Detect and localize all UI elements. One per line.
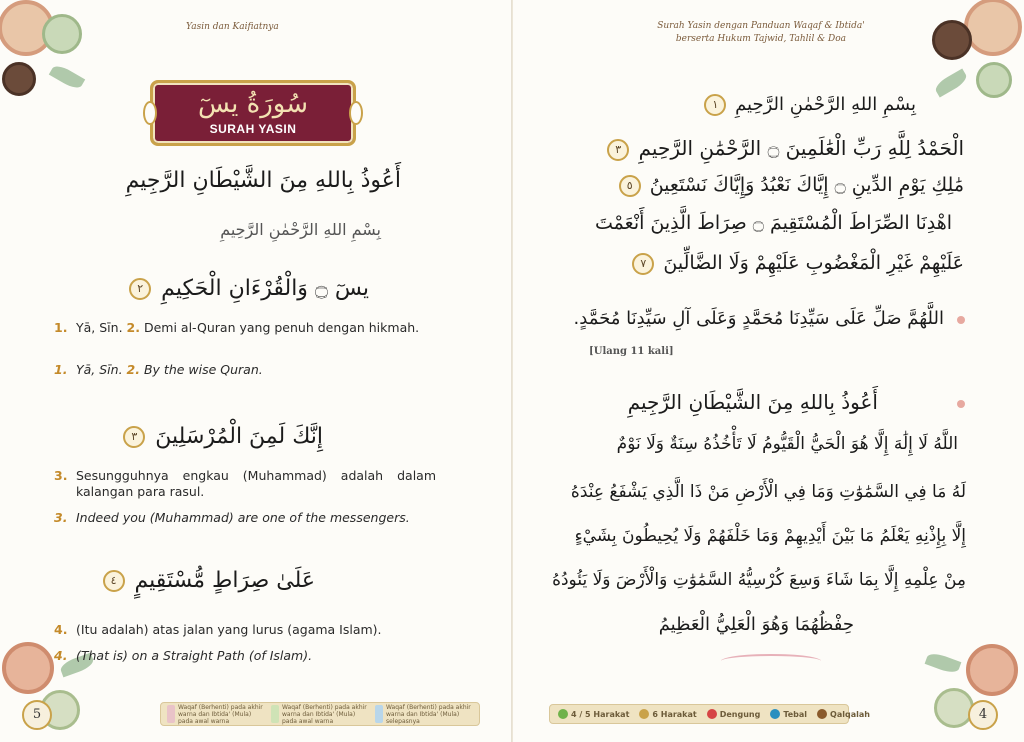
section-ornament bbox=[721, 654, 821, 668]
translation-text: Demi al-Quran yang penuh dengan hikmah. bbox=[143, 320, 420, 335]
translation-number: 1. bbox=[54, 320, 68, 335]
translation-number: 2. bbox=[126, 320, 140, 335]
verses-1-2-arabic: يسٓ ۝ وَالْقُرْءَانِ الْحَكِيمِ bbox=[161, 276, 369, 301]
translation-text: By the wise Quran. bbox=[143, 362, 263, 377]
surah-title-english: SURAH YASIN bbox=[209, 122, 297, 136]
fatihah-arabic: الْحَمْدُ لِلَّهِ رَبِّ الْعَٰلَمِينَ ۝ الرَّحْمَٰنِ الرَّحِيمِ bbox=[638, 136, 964, 160]
ayah-mark-7: ٧ bbox=[632, 253, 654, 275]
legend-swatch bbox=[167, 705, 175, 723]
legend-dot bbox=[770, 709, 780, 719]
fatihah-line-1 bbox=[701, 94, 916, 116]
legend-text: Qalqalah bbox=[830, 709, 870, 719]
legend-dot bbox=[707, 709, 717, 719]
tajwid-legend-item bbox=[817, 709, 870, 719]
verse-3-row bbox=[120, 424, 323, 449]
translation-number: 3. bbox=[54, 510, 68, 525]
fatihah-line-3 bbox=[616, 174, 964, 197]
verse-3-arabic: إِنَّكَ لَمِنَ الْمُرْسَلِينَ bbox=[155, 424, 323, 449]
fatihah-arabic: بِسْمِ اللهِ الرَّحْمٰنِ الرَّحِيمِ bbox=[735, 94, 916, 115]
translation-text: (Itu adalah) atas jalan yang lurus (agama Islam). bbox=[76, 622, 382, 637]
tajwid-legend-item bbox=[770, 709, 807, 719]
fatihah-arabic: اهْدِنَا الصِّرَاطَ الْمُسْتَقِيمَ ۝ صِرَاطَ الَّذِينَ أَنْعَمْتَ bbox=[595, 212, 952, 234]
translation-number: 4. bbox=[54, 648, 68, 663]
ayah-mark-1: ١ bbox=[704, 94, 726, 116]
legend-text: Tebal bbox=[783, 709, 808, 719]
surah-title-arabic: سُورَةُ يسٓ bbox=[197, 89, 309, 119]
translation-number: 4. bbox=[54, 622, 68, 637]
legend-swatch bbox=[375, 705, 383, 723]
translation-malay-1-2 bbox=[54, 320, 436, 336]
running-head bbox=[641, 20, 881, 46]
ayat-kursi-line-4: مِنْ عِلْمِهِ إِلَّا بِمَا شَاءَ وَسِعَ كُرْسِيُّهُ السَّمَٰوَٰتِ وَالْأَرْضَ وَلَا يَئُودُهُ bbox=[552, 570, 966, 590]
floral-corner-top-right bbox=[914, 0, 1024, 110]
translation-text: Yā, Sīn. bbox=[76, 320, 123, 335]
legend-text: Waqaf (Berhenti) pada akhir warna dan Ibtida' (Mula) pada awal warna bbox=[282, 703, 367, 725]
right-page bbox=[512, 0, 1024, 742]
legend-text: 4 / 5 Harakat bbox=[571, 709, 630, 719]
tajwid-legend-item bbox=[558, 709, 629, 719]
translation-english-1-2 bbox=[54, 362, 436, 378]
legend-swatch bbox=[271, 705, 279, 723]
tajwid-legend bbox=[549, 704, 870, 724]
translation-text: Indeed you (Muhammad) are one of the messengers. bbox=[76, 510, 410, 525]
running-head: Yasin dan Kaifiatnya bbox=[186, 22, 279, 32]
translation-english-3 bbox=[54, 510, 436, 526]
legend-text: Waqaf (Berhenti) pada akhir warna dan Ibtida' (Mula) selepasnya bbox=[386, 703, 471, 725]
legend-dot bbox=[558, 709, 568, 719]
translation-malay-4 bbox=[54, 622, 436, 638]
page-number: 4 bbox=[968, 700, 998, 730]
taawwudh-arabic: أَعُوذُ بِاللهِ مِنَ الشَّيْطَانِ الرَّجِيمِ bbox=[125, 168, 401, 193]
ayat-kursi-line-1: اللَّهُ لَا إِلَٰهَ إِلَّا هُوَ الْحَيُّ الْقَيُّومُ لَا تَأْخُذُهُ سِنَةٌ وَلَا نَوْمٌ bbox=[616, 434, 958, 454]
legend-text: Dengung bbox=[719, 709, 761, 719]
translation-text: Sesungguhnya engkau (Muhammad) adalah dalam kalangan para rasul. bbox=[76, 468, 436, 499]
translation-malay-3 bbox=[54, 468, 436, 500]
fatihah-line-2 bbox=[604, 136, 964, 161]
fatihah-arabic: عَلَيْهِمْ غَيْرِ الْمَغْضُوبِ عَلَيْهِمْ وَلَا الضَّالِّينَ bbox=[663, 252, 964, 274]
verse-4-row bbox=[100, 568, 315, 593]
page-number: 5 bbox=[22, 700, 52, 730]
waqaf-legend-item bbox=[167, 703, 265, 725]
translation-number: 1. bbox=[54, 362, 68, 377]
ayah-mark-5: ٥ bbox=[619, 175, 641, 197]
ayat-kursi-line-2: لَهُ مَا فِي السَّمَٰوَٰتِ وَمَا فِي الْأَرْضِ مَنْ ذَا الَّذِي يَشْفَعُ عِنْدَهُ bbox=[570, 482, 966, 502]
tajwid-legend-item bbox=[707, 709, 761, 719]
verses-1-2-row bbox=[126, 276, 369, 301]
running-head-line: Surah Yasin dengan Panduan Waqaf & Ibtida' bbox=[657, 21, 865, 31]
fatihah-arabic: مَٰلِكِ يَوْمِ الدِّينِ ۝ إِيَّاكَ نَعْبُدُ وَإِيَّاكَ نَسْتَعِينُ bbox=[649, 174, 964, 196]
translation-text: (That is) on a Straight Path (of Islam). bbox=[76, 648, 313, 663]
bullet-ornament bbox=[957, 400, 965, 408]
waqaf-legend bbox=[160, 702, 480, 726]
salawat-arabic: اللَّهُمَّ صَلِّ عَلَى سَيِّدِنَا مُحَمَّدٍ وَعَلَى آلِ سَيِّدِنَا مُحَمَّدٍ. bbox=[573, 308, 944, 329]
floral-corner-top-left bbox=[0, 0, 110, 110]
repeat-note: [Ulang 11 kali] bbox=[589, 346, 674, 357]
ayah-mark-3: ٣ bbox=[123, 426, 145, 448]
running-head-line: berserta Hukum Tajwid, Tahlil & Doa bbox=[675, 34, 847, 44]
translation-text: Yā, Sīn. bbox=[76, 362, 123, 377]
legend-text: Waqaf (Berhenti) pada akhir warna dan Ibtida' (Mula) pada awal warna bbox=[178, 703, 263, 725]
ayat-kursi-line-5: حِفْظُهُمَا وَهُوَ الْعَلِيُّ الْعَظِيمُ bbox=[658, 614, 854, 635]
legend-text: 6 Harakat bbox=[652, 709, 697, 719]
legend-dot bbox=[639, 709, 649, 719]
taawwudh-arabic: أَعُوذُ بِاللهِ مِنَ الشَّيْطَانِ الرَّجِيمِ bbox=[627, 390, 878, 414]
verse-4-arabic: عَلَىٰ صِرَاطٍ مُّسْتَقِيمٍ bbox=[134, 568, 315, 593]
ayat-kursi-line-3: إِلَّا بِإِذْنِهِ يَعْلَمُ مَا بَيْنَ أَيْدِيهِمْ وَمَا خَلْفَهُمْ وَلَا يُحِيطُونَ بِشَيْءٍ bbox=[574, 526, 966, 546]
waqaf-legend-item bbox=[375, 703, 473, 725]
fatihah-line-5 bbox=[629, 252, 964, 275]
floral-corner-bottom-right bbox=[914, 632, 1024, 742]
legend-dot bbox=[817, 709, 827, 719]
ayah-mark-3: ٣ bbox=[607, 139, 629, 161]
translation-english-4 bbox=[54, 648, 436, 664]
translation-number: 2. bbox=[126, 362, 140, 377]
surah-title-banner bbox=[150, 80, 356, 146]
waqaf-legend-item bbox=[271, 703, 369, 725]
fatihah-line-4 bbox=[595, 212, 952, 234]
ayah-mark-4: ٤ bbox=[103, 570, 125, 592]
translation-number: 3. bbox=[54, 468, 68, 483]
tajwid-legend-item bbox=[639, 709, 696, 719]
bullet-ornament bbox=[957, 316, 965, 324]
basmalah-arabic: بِسْمِ اللهِ الرَّحْمٰنِ الرَّحِيمِ bbox=[220, 220, 381, 239]
ayah-mark-2: ٢ bbox=[129, 278, 151, 300]
